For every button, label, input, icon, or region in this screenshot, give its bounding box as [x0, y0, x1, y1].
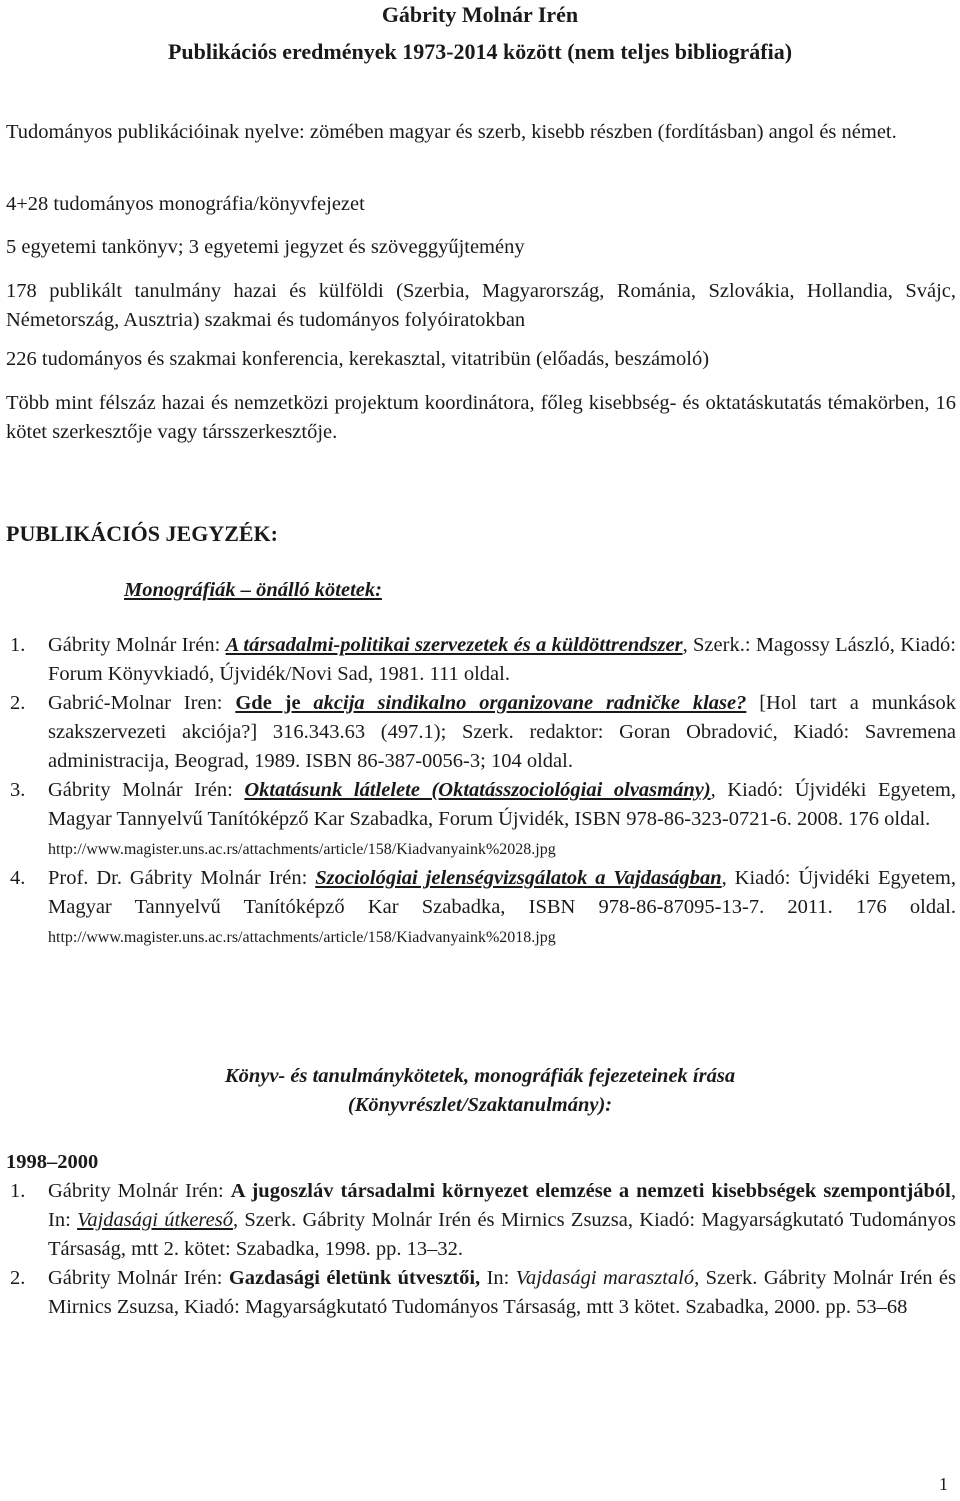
- item-author: Prof. Dr. Gábrity Molnár Irén:: [48, 867, 316, 889]
- list-item: [6, 776, 956, 864]
- item-title: A társadalmi-politikai szervezetek és a küldöttrendszer: [225, 634, 683, 656]
- item-author: Gábrity Molnár Irén:: [48, 1267, 229, 1289]
- item-in-label: In:: [480, 1267, 516, 1289]
- document-subtitle: Publikációs eredmények 1973-2014 között (nem teljes bibliográfia): [167, 39, 793, 64]
- item-author: Gábrity Molnár Irén:: [48, 779, 245, 801]
- item-details: , Kiadó: Újvidéki Egyetem, Magyar Tannyelvű Tanítóképző Kar Szabadka, Forum Újvidék, ISBN 978-86-323-0721-6. 2008. 176 oldal.: [48, 779, 956, 830]
- summary-language: Tudományos publikációinak nyelve: zömében magyar és szerb, kisebb részben (fordításban) angol és német.: [6, 121, 897, 143]
- item-title: Oktatásunk látlelete (Oktatásszociológiai olvasmány): [244, 779, 711, 801]
- publication-list-heading: PUBLIKÁCIÓS JEGYZÉK:: [6, 521, 278, 546]
- item-title: Szociológiai jelenségvizsgálatok a Vajdaságban: [315, 867, 722, 889]
- item-author: Gábrity Molnár Irén:: [48, 1180, 231, 1202]
- period-heading: 1998–2000: [6, 1151, 99, 1173]
- item-title: Gazdasági életünk útvesztői,: [228, 1267, 481, 1289]
- item-details: , Kiadó: Újvidéki Egyetem, Magyar Tannyelvű Tanítóképző Kar Szabadka, ISBN 978-86-87095-13-7. 2011. 176 oldal.: [48, 867, 956, 918]
- item-title: akcija sindikalno organizovane radničke klase?: [313, 692, 747, 714]
- item-number: 4.: [10, 867, 26, 889]
- item-link[interactable]: http://www.magister.uns.ac.rs/attachments/article/158/Kiadvanyaink%2028.jpg: [48, 841, 556, 858]
- summary-section: [6, 118, 956, 147]
- page-number: 1: [939, 1474, 948, 1494]
- item-title: A jugoszláv társadalmi környezet elemzése a nemzeti kisebbségek szempontjából: [230, 1180, 951, 1202]
- item-link[interactable]: http://www.magister.uns.ac.rs/attachments/article/158/Kiadvanyaink%2018.jpg: [48, 929, 556, 946]
- item-number: 2.: [10, 692, 26, 714]
- item-author: Gábrity Molnár Irén:: [48, 634, 226, 656]
- document-author-title: Gábrity Molnár Irén: [381, 2, 579, 27]
- list-item: [6, 1264, 956, 1322]
- summary-projects-wrap: [6, 389, 956, 447]
- summary-conferences: 226 tudományos és szakmai konferencia, kerekasztal, vitatribün (előadás, beszámoló): [6, 348, 710, 370]
- chapters-heading-line-1: Könyv- és tanulmánykötetek, monográfiák fejezeteinek írása: [224, 1065, 736, 1087]
- item-in-label: , In:: [48, 1180, 956, 1231]
- item-number: 3.: [10, 779, 26, 801]
- summary-textbooks-wrap: [6, 233, 956, 262]
- item-number: 1.: [10, 1180, 26, 1202]
- item-title-lead: Gde je: [235, 692, 314, 714]
- summary-studies-wrap: [6, 277, 956, 335]
- item-number: 2.: [10, 1267, 26, 1289]
- chapters-heading-line-2: (Könyvrészlet/Szaktanulmány):: [347, 1094, 613, 1116]
- item-details: , Szerk. Gábrity Molnár Irén és Mirnics Zsuzsa, Kiadó: Magyarságkutató Tudományos Társaság, mtt 2. kötet: Szabadka, 1998. pp. 13–32.: [48, 1209, 956, 1260]
- item-book-title: Vajdasági marasztaló: [515, 1267, 695, 1289]
- summary-studies: 178 publikált tanulmány hazai és külföldi (Szerbia, Magyarország, Románia, Szlovákia, Hollandia, Svájc, Németország, Ausztria) szakmai és tudományos folyóiratokban: [6, 280, 956, 331]
- list-item: [6, 864, 956, 952]
- item-details: , Szerk.: Magossy László, Kiadó: Forum Könyvkiadó, Újvidék/Novi Sad, 1981. 111 oldal.: [48, 634, 957, 685]
- item-number: 1.: [10, 634, 26, 656]
- chapters-list: [6, 1177, 956, 1322]
- summary-monographs: 4+28 tudományos monográfia/könyvfejezet: [6, 193, 365, 215]
- list-item: [6, 631, 956, 689]
- summary-projects: Több mint félszáz hazai és nemzetközi projektum koordinátora, főleg kisebbség- és oktatáskutatás témakörben, 16 kötet szerkesztője vagy társszerkesztője.: [6, 392, 956, 443]
- item-book-title: Vajdasági útkereső: [77, 1209, 233, 1231]
- summary-conferences-wrap: [6, 345, 956, 374]
- list-item: [6, 1177, 956, 1264]
- summary-monographs-wrap: [6, 190, 956, 219]
- monographs-heading: Monográfiák – önálló kötetek:: [124, 579, 382, 601]
- item-author: Gabrić-Molnar Iren:: [48, 692, 236, 714]
- monographs-list: [6, 631, 956, 952]
- item-details: [Hol tart a munkások szakszervezeti akciója?] 316.343.63 (497.1); Szerk. redaktor: Goran Obradović, Kiadó: Savremena administracija, Beograd, 1989. ISBN 86-387-0056-3; 104 oldal.: [48, 692, 956, 772]
- summary-textbooks: 5 egyetemi tankönyv; 3 egyetemi jegyzet és szöveggyűjtemény: [6, 236, 525, 258]
- item-details: , Szerk. Gábrity Molnár Irén és Mirnics Zsuzsa, Kiadó: Magyarságkutató Tudományos Társaság, mtt 3 kötet. Szabadka, 2000. pp. 53–68: [48, 1267, 957, 1318]
- list-item: [6, 689, 956, 776]
